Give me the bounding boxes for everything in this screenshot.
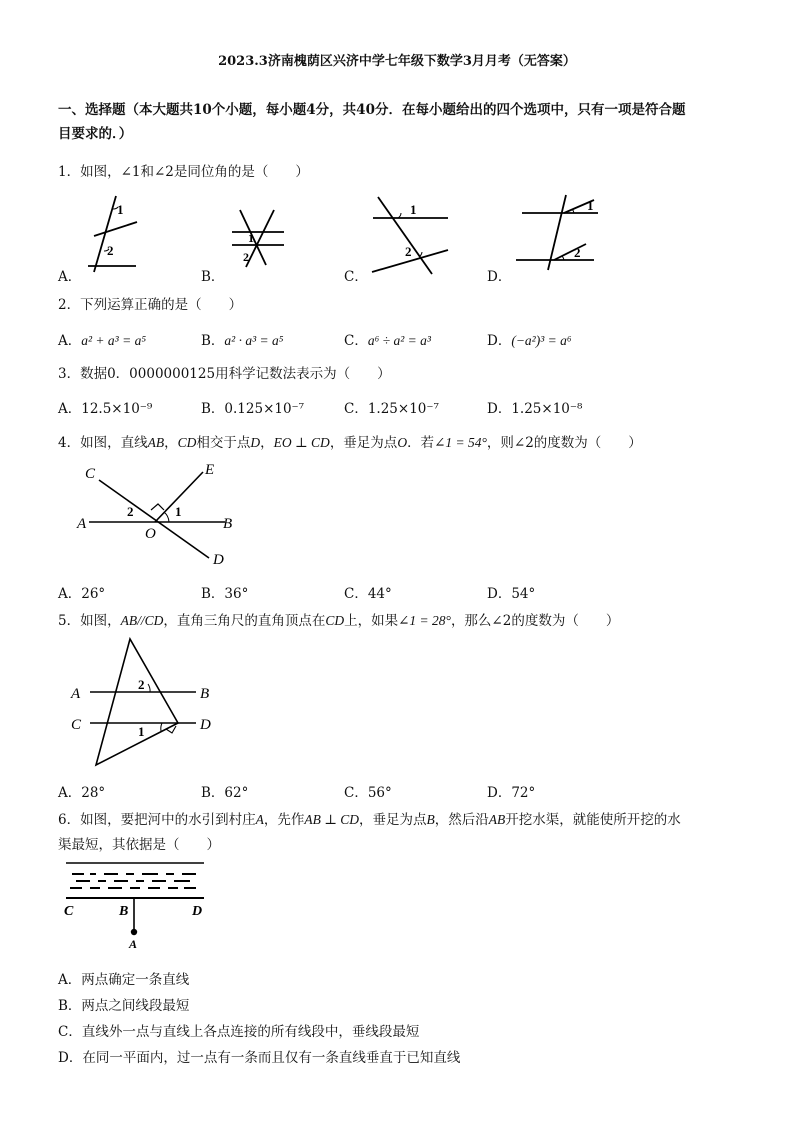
q6-label-B: B — [119, 904, 129, 919]
section-heading-line1: 一、选择题（本大题共10个小题，每小题4分，共40分．在每小题给出的四个选项中，只有一项是符合题 — [58, 102, 686, 118]
q4-label-A: A — [77, 516, 87, 532]
q4-stem-math: O — [397, 435, 408, 450]
q2-option-a-letter: A． — [58, 333, 82, 349]
q1-figure-d — [512, 192, 600, 272]
q6-stem-math: B — [426, 812, 435, 827]
q4-label-2: 2 — [127, 504, 134, 519]
q4-stem-part: ， — [260, 435, 274, 451]
q4-stem — [58, 431, 642, 451]
q1d-label-1: 1 — [587, 198, 594, 213]
q5-stem-part: ，直角三角尺的直角顶点在 — [163, 613, 326, 629]
q5-label-2: 2 — [138, 677, 145, 692]
q6-label-A: A — [129, 937, 138, 951]
q3-option-d: D．1.25×10⁻⁸ — [487, 401, 583, 417]
q2-option-b — [201, 329, 283, 349]
q4-label-B: B — [223, 516, 233, 532]
q4-label-D: D — [213, 552, 224, 568]
q4-stem-part: ．若 — [407, 435, 435, 451]
q5-label-D: D — [200, 717, 211, 733]
q4-option-c: C．44° — [344, 586, 392, 602]
q1a-label-2: 2 — [107, 243, 114, 258]
q4-stem-math: D — [250, 435, 261, 450]
q3-option-c: C．1.25×10⁻⁷ — [344, 401, 439, 417]
q6-stem-line2: 渠最短，其依据是（ ） — [58, 837, 220, 853]
q4-label-1: 1 — [175, 504, 182, 519]
q6-stem-part: ，垂足为点 — [359, 812, 427, 828]
q1-option-d: D． — [487, 269, 512, 285]
q1b-label-2: 2 — [243, 250, 249, 264]
q1-figure-a — [80, 192, 140, 274]
q2-option-d — [487, 329, 572, 349]
q2-option-c-letter: C． — [344, 333, 368, 349]
q2-option-c — [344, 329, 431, 349]
q6-option-d: D．在同一平面内，过一点有一条而且仅有一条直线垂直于已知直线 — [58, 1050, 461, 1066]
q4-stem-part: 相交于点 — [196, 435, 251, 451]
q5-option-b: B．62° — [201, 785, 249, 801]
q6-stem-part: 开挖水渠，就能使所开挖的水 — [505, 812, 681, 828]
q1d-label-2: 2 — [574, 245, 581, 260]
q2-option-b-expr: a² · a³ = a⁵ — [224, 333, 284, 348]
q2-option-b-letter: B． — [201, 333, 225, 349]
q1-stem: 1．如图，∠1和∠2是同位角的是（ ） — [58, 164, 309, 180]
q3-stem: 3．数据0．0000000125用科学记数法表示为（ ） — [58, 366, 391, 382]
q6-option-b: B．两点之间线段最短 — [58, 998, 190, 1014]
q6-option-a: A．两点确定一条直线 — [58, 972, 190, 988]
q4-stem-part: ，垂足为点 — [329, 435, 398, 451]
q2-option-c-expr: a⁶ ÷ a² = a³ — [367, 333, 431, 348]
q3-option-a: A．12.5×10⁻⁹ — [58, 401, 153, 417]
q5-stem-math: AB//CD — [120, 613, 164, 628]
q4-stem-part: 4．如图，直线 — [58, 435, 148, 451]
q5-stem-part: ，那么∠2的度数为（ ） — [450, 613, 620, 629]
q4-label-E: E — [205, 462, 215, 478]
q1c-label-1: 1 — [410, 202, 417, 217]
q1b-label-1: 1 — [248, 231, 254, 245]
q4-label-C: C — [85, 466, 96, 482]
q5-stem — [58, 609, 619, 629]
q4-option-b: B．36° — [201, 586, 249, 602]
q6-stem-math: AB — [488, 812, 506, 827]
q5-option-d: D．72° — [487, 785, 536, 801]
q6-stem-part: ，然后沿 — [434, 812, 489, 828]
q5-label-B: B — [200, 686, 210, 702]
q6-stem-math: A — [255, 812, 264, 827]
q4-stem-part: ，则∠2的度数为（ ） — [486, 435, 642, 451]
q3-option-b: B．0.125×10⁻⁷ — [201, 401, 305, 417]
q1-figure-c — [368, 192, 450, 277]
q4-stem-math: ∠1 = 54° — [434, 435, 487, 450]
q5-option-a: A．28° — [58, 785, 106, 801]
q4-stem-math: CD — [177, 435, 197, 450]
q1a-label-1: 1 — [117, 202, 124, 217]
q1-figure-b — [226, 205, 286, 270]
q2-option-d-letter: D． — [487, 333, 512, 349]
q5-stem-math: ∠1 = 28° — [398, 613, 451, 628]
q2-option-d-expr: (−a²)³ = a⁶ — [511, 333, 572, 348]
q6-river-figure — [60, 858, 210, 953]
q6-option-c: C．直线外一点与直线上各点连接的所有线段中，垂线段最短 — [58, 1024, 420, 1040]
q4-stem-math: EO ⊥ CD — [273, 435, 330, 450]
q5-option-c: C．56° — [344, 785, 392, 801]
q1-option-c: C． — [344, 269, 368, 285]
q5-stem-part: 5．如图， — [58, 613, 121, 629]
q2-option-a-expr: a² + a³ = a⁵ — [81, 333, 147, 348]
q4-option-a: A．26° — [58, 586, 106, 602]
q5-label-1: 1 — [138, 724, 145, 739]
q5-figure — [66, 635, 221, 770]
section-heading-line2: 目要求的．） — [58, 126, 133, 142]
q4-label-O: O — [145, 526, 156, 542]
q4-figure — [75, 458, 245, 573]
q6-stem-part: 6．如图，要把河中的水引到村庄 — [58, 812, 256, 828]
page-title: 2023.3济南槐荫区兴济中学七年级下数学3月月考（无答案） — [218, 54, 576, 69]
q4-stem-part: ， — [164, 435, 178, 451]
q1-option-a: A． — [58, 269, 82, 285]
q6-stem-part: ，先作 — [263, 812, 305, 828]
q2-option-a — [58, 329, 146, 349]
river-water-dashes — [70, 874, 196, 888]
q6-label-D: D — [192, 904, 203, 919]
q5-label-A: A — [71, 686, 81, 702]
q6-stem-line1 — [58, 808, 681, 828]
q6-label-C: C — [64, 904, 74, 919]
q1-option-b: B． — [201, 269, 225, 285]
q1c-label-2: 2 — [405, 244, 412, 259]
q5-stem-math: CD — [325, 613, 345, 628]
q2-stem: 2．下列运算正确的是（ ） — [58, 297, 243, 313]
q4-stem-math: AB — [147, 435, 165, 450]
q5-stem-part: 上，如果 — [344, 613, 399, 629]
q6-stem-math: AB ⊥ CD — [304, 812, 360, 827]
q5-label-C: C — [71, 717, 82, 733]
q4-option-d: D．54° — [487, 586, 536, 602]
